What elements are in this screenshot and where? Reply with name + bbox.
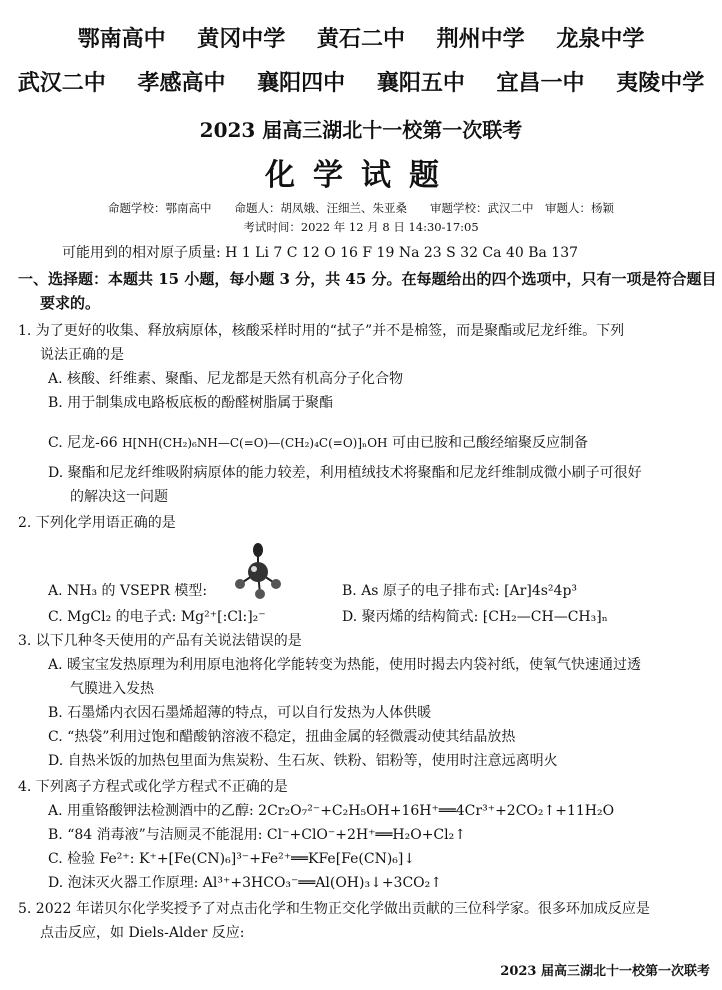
page-footer: 2023 届高三湖北十一校第一次联考 <box>500 964 710 979</box>
question-5-stem: 5. 2022 年诺贝尔化学奖授予了对点击化学和生物正交化学做出贡献的三位科学家。很多环加成反应是 <box>18 901 650 917</box>
q4-option-b: B. “84 消毒液”与洁厕灵不能混用: Cl⁻+ClO⁻+2H⁺══H₂O+Cl₂↑ <box>48 827 466 843</box>
question-4-stem: 4. 下列离子方程式或化学方程式不正确的是 <box>18 779 288 795</box>
q2-option-a: A. NH₃ 的 VSEPR 模型: <box>48 583 208 599</box>
q3-option-b: B. 石墨烯内衣因石墨烯超薄的特点，可以自行发热为人体供暖 <box>48 705 432 721</box>
section-heading-cont: 要求的。 <box>40 294 101 312</box>
q1-option-c-prefix: C. 尼龙-66 <box>48 435 118 451</box>
school-name: 龙泉中学 <box>556 27 645 52</box>
q1-option-c-suffix: 可由已胺和己酸经缩聚反应制备 <box>391 435 588 451</box>
section-heading: 一、选择题：本题共 15 小题，每小题 3 分，共 45 分。在每题给出的四个选项中，只有一项是符合题目 <box>18 270 717 288</box>
staff-line: 命题学校：鄂南高中 命题人：胡凤娥、汪细兰、朱亚桑 审题学校：武汉二中 审题人：杨颖 <box>108 201 614 215</box>
q2-option-d: D. 聚丙烯的结构简式: ⁅CH₂—CH—CH₃⁆ₙ <box>342 609 608 625</box>
school-name: 黄冈中学 <box>197 27 286 52</box>
q4-option-a: A. 用重铬酸钾法检测酒中的乙醇: 2Cr₂O₇²⁻+C₂H₅OH+16H⁺══4Cr³⁺+2CO₂↑+11H₂O <box>48 803 615 819</box>
question-1-stem: 1. 为了更好的收集、释放病原体，核酸采样时用的“拭子”并不是棉签，而是聚酯或尼龙纤维。下列 <box>18 323 625 339</box>
exam-title: 2023 届高三湖北十一校第一次联考 <box>199 118 523 142</box>
vsepr-model-image <box>228 540 288 600</box>
q4-option-d: D. 泡沫灭火器工作原理: Al³⁺+3HCO₃⁻══Al(OH)₃↓+3CO₂↑ <box>48 875 442 891</box>
q1-option-c <box>48 432 588 454</box>
q2-option-c: C. MgCl₂ 的电子式: Mg²⁺[:Cl:]₂⁻ <box>48 609 266 625</box>
school-name: 宜昌一中 <box>496 71 585 96</box>
nylon-formula: H[NH(CH₂)₆NH—C(=O)—(CH₂)₄C(=O)]ₙOH <box>122 436 388 450</box>
school-name: 襄阳五中 <box>376 71 465 96</box>
school-name: 襄阳四中 <box>257 71 346 96</box>
school-name: 武汉二中 <box>17 71 106 96</box>
school-row-1 <box>0 22 722 53</box>
school-name: 黄石二中 <box>316 27 405 52</box>
q1-option-d: D. 聚酯和尼龙纤维吸附病原体的能力较差，利用植绒技术将聚酯和尼龙纤维制成微小刷子可很好 <box>48 465 642 481</box>
school-name: 荆州中学 <box>436 27 525 52</box>
school-name: 孝感高中 <box>137 71 226 96</box>
question-3-stem: 3. 以下几种冬天使用的产品有关说法错误的是 <box>18 633 302 649</box>
atomic-masses: 可能用到的相对原子质量: H 1 Li 7 C 12 O 16 F 19 Na 23 S 32 Ca 40 Ba 137 <box>62 245 579 261</box>
question-2-stem: 2. 下列化学用语正确的是 <box>18 515 176 531</box>
q1-option-d-cont: 的解决这一问题 <box>70 489 168 505</box>
school-name: 夷陵中学 <box>616 71 705 96</box>
exam-time: 考试时间：2022 年 12 月 8 日 14:30-17:05 <box>243 220 479 234</box>
q2-option-b: B. As 原子的电子排布式: [Ar]4s²4p³ <box>342 583 578 599</box>
subject-title: 化学试题 <box>265 158 457 193</box>
question-5-stem-cont: 点击反应，如 Diels-Alder 反应: <box>40 925 245 941</box>
q1-option-b: B. 用于制集成电路板底板的酚醛树脂属于聚酯 <box>48 395 334 411</box>
q3-option-c: C. “热袋”利用过饱和醋酸钠溶液不稳定，扭曲金属的轻微震动使其结晶放热 <box>48 729 516 745</box>
school-row-2 <box>0 66 722 97</box>
question-1-stem-cont: 说法正确的是 <box>40 347 124 363</box>
q3-option-a: A. 暖宝宝发热原理为利用原电池将化学能转变为热能，使用时揭去内袋衬纸，使氧气快速通过透 <box>48 657 642 673</box>
q1-option-a: A. 核酸、纤维素、聚酯、尼龙都是天然有机高分子化合物 <box>48 371 404 387</box>
q4-option-c: C. 检验 Fe²⁺: K⁺+[Fe(CN)₆]³⁻+Fe²⁺══KFe[Fe(CN)₆]↓ <box>48 851 416 867</box>
q3-option-a-cont: 气膜进入发热 <box>70 681 154 697</box>
q3-option-d: D. 自热米饭的加热包里面为焦炭粉、生石灰、铁粉、铝粉等，使用时注意远离明火 <box>48 753 558 769</box>
school-name: 鄂南高中 <box>77 27 166 52</box>
